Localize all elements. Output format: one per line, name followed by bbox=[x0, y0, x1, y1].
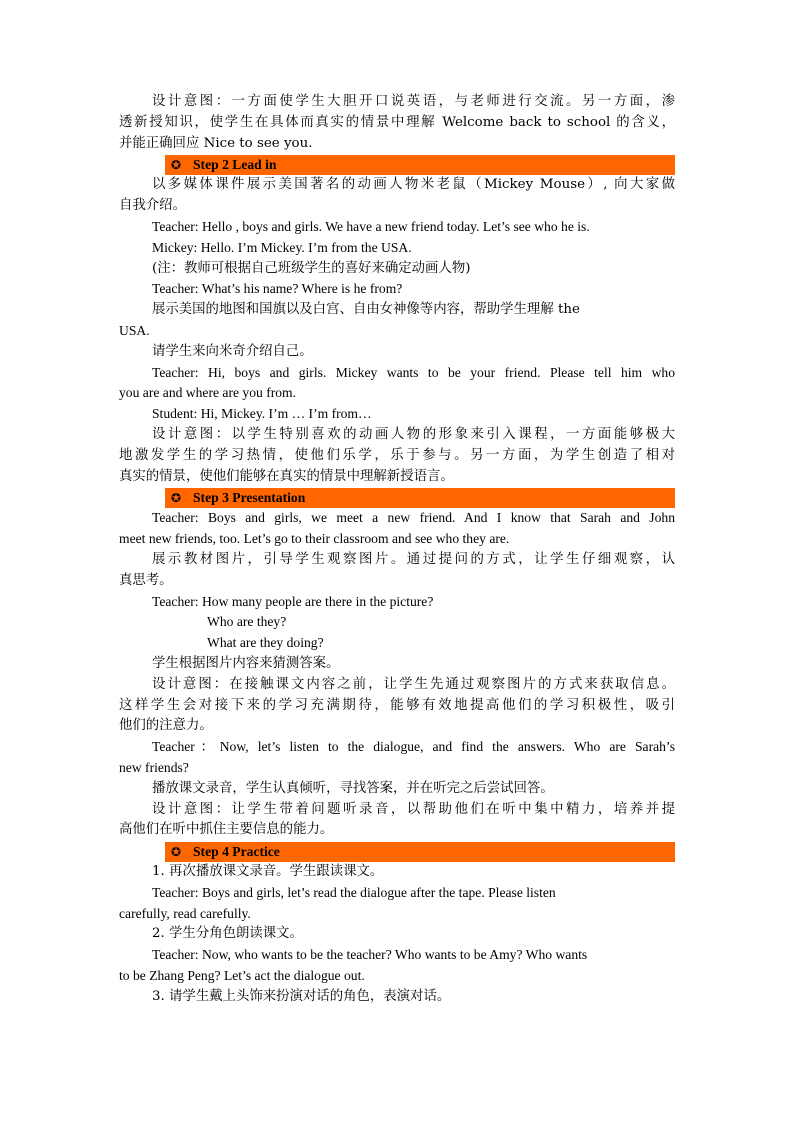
step-3-heading bbox=[165, 488, 675, 508]
text-line: 地激发学生的学习热情，使他们乐学，乐于参与。另一方面，为学生创造了相对 bbox=[119, 447, 675, 463]
text-line: Teacher: What’s his name? Where is he from? bbox=[152, 281, 403, 297]
text-line: 设计意图：在接触课文内容之前，让学生先通过观察图片的方式来获取信息。 bbox=[152, 676, 675, 692]
text-line: Teacher: Hi, boys and girls. Mickey wants to be your friend. Please tell him who bbox=[152, 364, 675, 380]
star-bullet-icon: ✪ bbox=[170, 845, 182, 860]
step-3-title: Step 3 Presentation bbox=[193, 490, 306, 506]
text-line: 以多媒体课件展示美国著名的动画人物米老鼠（Mickey Mouse）, 向大家做 bbox=[152, 177, 675, 193]
text-line: 学生根据图片内容来猜测答案。 bbox=[152, 655, 340, 671]
text-line: carefully, read carefully. bbox=[119, 905, 251, 921]
text-line: 这样学生会对接下来的学习充满期待，能够有效地提高他们的学习积极性，吸引 bbox=[119, 697, 675, 713]
step-4-title: Step 4 Practice bbox=[193, 844, 280, 860]
text-line: 他们的注意力。 bbox=[119, 718, 213, 734]
text-line: 真实的情景，使他们能够在真实的情景中理解新授语言。 bbox=[119, 468, 454, 484]
text-line: Teacher: Hello , boys and girls. We have a new friend today. Let’s see who he is. bbox=[152, 218, 590, 234]
text-line: 自我介绍。 bbox=[119, 198, 186, 214]
step-2-title: Step 2 Lead in bbox=[193, 157, 277, 173]
text-line: 1. 再次播放课文录音。学生跟读课文。 bbox=[152, 864, 384, 880]
text-line: Teacher: Boys and girls, let’s read the dialogue after the tape. Please listen bbox=[152, 884, 556, 900]
text-line: Mickey: Hello. I’m Mickey. I’m from the USA. bbox=[152, 239, 412, 255]
text-line: Teacher: How many people are there in the picture? bbox=[152, 593, 434, 609]
text-line: 2. 学生分角色朗读课文。 bbox=[152, 926, 303, 942]
text-line: USA. bbox=[119, 322, 150, 338]
text-line: 并能正确回应 Nice to see you. bbox=[119, 135, 313, 151]
design-intent-block bbox=[119, 92, 675, 154]
lesson-plan-content bbox=[119, 92, 675, 1008]
step-3-body bbox=[119, 508, 675, 841]
star-bullet-icon: ✪ bbox=[170, 491, 182, 506]
text-line: Teacher: Now, who wants to be the teacher? Who wants to be Amy? Who wants bbox=[152, 947, 588, 963]
text-line: 设计意图：以学生特别喜欢的动画人物的形象来引入课程，一方面能够极大 bbox=[152, 426, 675, 442]
text-line: 高他们在听中抓住主要信息的能力。 bbox=[119, 822, 334, 838]
star-bullet-icon: ✪ bbox=[170, 158, 182, 173]
text-line: Teacher：Now, let’s listen to the dialogue, and find the answers. Who are Sarah’s bbox=[152, 739, 675, 755]
step-4-heading bbox=[165, 842, 675, 862]
text-line: 真思考。 bbox=[119, 572, 173, 588]
text-line: 设计意图：一方面使学生大胆开口说英语，与老师进行交流。另一方面，渗 bbox=[152, 94, 675, 109]
text-line: to be Zhang Peng? Let’s act the dialogue out. bbox=[119, 968, 365, 984]
text-line: Who are they? bbox=[207, 614, 287, 630]
text-line: (注：教师可根据自己班级学生的喜好来确定动画人物) bbox=[152, 260, 471, 276]
text-line: 展示教材图片，引导学生观察图片。通过提问的方式，让学生仔细观察，认 bbox=[152, 551, 675, 567]
text-line: new friends? bbox=[119, 759, 189, 775]
text-line: 透新授知识，使学生在具体而真实的情景中理解 Welcome back to school 的含义， bbox=[119, 114, 675, 130]
text-line: meet new friends, too. Let’s go to their classroom and see who they are. bbox=[119, 531, 510, 547]
text-line: 展示美国的地图和国旗以及白宫、自由女神像等内容，帮助学生理解 the bbox=[152, 302, 580, 318]
text-line: What are they doing? bbox=[207, 635, 324, 651]
text-line: Teacher: Boys and girls, we meet a new friend. And I know that Sarah and John bbox=[152, 510, 675, 526]
text-line: 3. 请学生戴上头饰来扮演对话的角色，表演对话。 bbox=[152, 988, 451, 1004]
step-2-heading bbox=[165, 155, 675, 175]
step-2-body bbox=[119, 175, 675, 487]
text-line: 播放课文录音，学生认真倾听，寻找答案，并在听完之后尝试回答。 bbox=[152, 780, 554, 796]
text-line: 请学生来向米奇介绍自己。 bbox=[152, 343, 313, 359]
text-line: you are and where are you from. bbox=[119, 385, 297, 401]
step-4-body bbox=[119, 862, 675, 1008]
text-line: Student: Hi, Mickey. I’m … I’m from… bbox=[152, 406, 372, 422]
text-line: 设计意图：让学生带着问题听录音，以帮助他们在听中集中精力，培养并提 bbox=[152, 801, 675, 817]
